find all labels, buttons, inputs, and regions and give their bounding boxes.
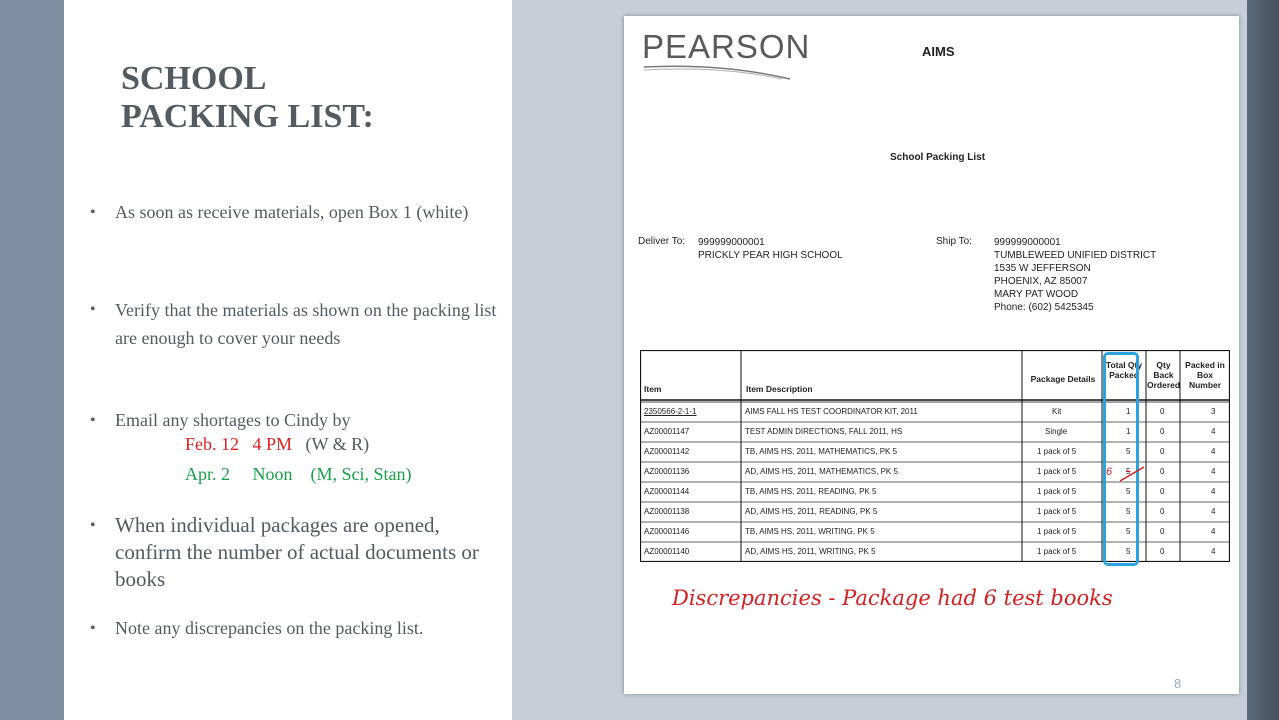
cell-box: 4: [1211, 427, 1216, 436]
ship-to-label: Ship To:: [936, 236, 972, 247]
cell-total-qty: 1: [1126, 407, 1131, 416]
ship-to-address: [994, 236, 1156, 314]
cell-package: 1 pack of 5: [1037, 547, 1077, 556]
cell-back-ordered: 0: [1160, 447, 1165, 456]
bullet-text: As soon as receive materials, open Box 1 (white): [115, 202, 469, 222]
handwritten-correction: 6: [1106, 466, 1113, 478]
column-header-total-qty: Total Qty Packed: [1105, 360, 1143, 380]
cell-package: Kit: [1052, 407, 1062, 416]
cell-back-ordered: 0: [1160, 467, 1165, 476]
pearson-logo: PEARSON: [642, 28, 811, 65]
cell-description: TB, AIMS HS, 2011, MATHEMATICS, PK 5: [745, 447, 898, 456]
column-header-back-ordered: Qty Back Ordered: [1147, 360, 1181, 390]
deadline-date: Feb. 12: [185, 434, 239, 454]
document-title: School Packing List: [890, 152, 986, 163]
cell-total-qty: 5: [1126, 507, 1131, 516]
cell-box: 3: [1211, 407, 1216, 416]
page-number: 8: [1174, 676, 1182, 691]
cell-total-qty: 5: [1126, 467, 1131, 476]
address-line: 999999000001: [994, 237, 1061, 248]
cell-item: AZ00001136: [644, 467, 690, 476]
cell-back-ordered: 0: [1160, 507, 1165, 516]
deliver-to-label: Deliver To:: [638, 236, 686, 247]
pearson-swoosh-icon: [642, 61, 792, 81]
address-line: TUMBLEWEED UNIFIED DISTRICT: [994, 250, 1157, 261]
address-line: 1535 W JEFFERSON: [994, 263, 1091, 274]
cell-item: AZ00001146: [644, 527, 690, 536]
title-line-1: SCHOOL: [121, 60, 267, 97]
cell-package: 1 pack of 5: [1037, 447, 1077, 456]
total-qty-highlight: [1103, 352, 1139, 566]
left-stripe: [0, 0, 64, 720]
cell-item: AZ00001147: [644, 427, 690, 436]
bullet-dot-icon: •: [90, 301, 96, 318]
cell-package: 1 pack of 5: [1037, 467, 1077, 476]
cell-back-ordered: 0: [1160, 427, 1165, 436]
bullet-text: Note any discrepancies on the packing list.: [115, 618, 424, 638]
deadline-time: 4 PM: [252, 434, 293, 454]
bullet-dot-icon: •: [90, 412, 96, 429]
bullet-dot-icon: •: [90, 517, 96, 534]
cell-package: 1 pack of 5: [1037, 507, 1077, 516]
deadline-apr: [185, 463, 412, 485]
cell-box: 4: [1211, 507, 1216, 516]
cell-back-ordered: 0: [1160, 527, 1165, 536]
deliver-to-address: [698, 236, 843, 262]
cell-total-qty: 1: [1126, 427, 1131, 436]
discrepancy-note: Discrepancies - Package had 6 test books: [672, 586, 1113, 610]
strike-mark-icon: [1118, 464, 1148, 484]
table-grid: [640, 350, 1230, 562]
cell-box: 4: [1211, 447, 1216, 456]
cell-box: 4: [1211, 527, 1216, 536]
cell-description: TEST ADMIN DIRECTIONS, FALL 2011, HS: [745, 427, 903, 436]
column-header-item: Item: [644, 384, 662, 394]
cell-item: AZ00001138: [644, 507, 690, 516]
cell-description: TB, AIMS HS, 2011, WRITING, PK 5: [745, 527, 875, 536]
cell-total-qty: 5: [1126, 487, 1131, 496]
packing-list-document: [624, 16, 1239, 694]
deadline-subjects: (W & R): [305, 434, 370, 454]
bullet-dot-icon: •: [90, 620, 96, 637]
address-line: PHOENIX, AZ 85007: [994, 276, 1088, 287]
column-header-box-number: Packed in Box Number: [1185, 360, 1225, 390]
slide-title: [121, 60, 451, 136]
cell-total-qty: 5: [1126, 547, 1131, 556]
cell-item: 2350566-2-1-1: [644, 407, 697, 416]
cell-total-qty: 5: [1126, 447, 1131, 456]
deadline-date: Apr. 2: [185, 464, 230, 484]
cell-back-ordered: 0: [1160, 487, 1165, 496]
cell-package: Single: [1045, 427, 1068, 436]
cell-back-ordered: 0: [1160, 407, 1165, 416]
title-line-2: PACKING LIST:: [121, 98, 374, 135]
cell-description: TB, AIMS HS, 2011, READING, PK 5: [745, 487, 877, 496]
deadline-subjects: (M, Sci, Stan): [310, 464, 412, 484]
address-line: Phone: (602) 5425345: [994, 302, 1094, 313]
cell-total-qty: 5: [1126, 527, 1131, 536]
cell-item: AZ00001142: [644, 447, 690, 456]
bullet-text: Email any shortages to Cindy by: [115, 410, 351, 430]
cell-description: AD, AIMS HS, 2011, WRITING, PK 5: [745, 547, 876, 556]
cell-description: AD, AIMS HS, 2011, MATHEMATICS, PK 5: [745, 467, 898, 476]
cell-package: 1 pack of 5: [1037, 487, 1077, 496]
bullet-text: When individual packages are opened, confirm the number of actual documents or books: [115, 513, 479, 591]
cell-item: AZ00001140: [644, 547, 690, 556]
address-line: MARY PAT WOOD: [994, 289, 1079, 300]
address-line: 999999000001: [698, 237, 765, 248]
bullet-dot-icon: •: [90, 204, 96, 221]
column-header-description: Item Description: [746, 384, 813, 394]
address-line: PRICKLY PEAR HIGH SCHOOL: [698, 250, 843, 261]
cell-box: 4: [1211, 487, 1216, 496]
cell-back-ordered: 0: [1160, 547, 1165, 556]
cell-item: AZ00001144: [644, 487, 690, 496]
right-edge: [1247, 0, 1279, 720]
column-header-package-details: Package Details: [1030, 374, 1096, 384]
deadline-feb: [185, 433, 369, 455]
program-label: AIMS: [922, 44, 955, 59]
cell-package: 1 pack of 5: [1037, 527, 1077, 536]
bullet-text: Verify that the materials as shown on the packing list are enough to cover your needs: [115, 300, 497, 348]
deadline-time: Noon: [252, 464, 293, 484]
cell-box: 4: [1211, 547, 1216, 556]
cell-description: AIMS FALL HS TEST COORDINATOR KIT, 2011: [745, 407, 918, 416]
cell-description: AD, AIMS HS, 2011, READING, PK 5: [745, 507, 878, 516]
packing-table: [640, 350, 1230, 562]
cell-box: 4: [1211, 467, 1216, 476]
